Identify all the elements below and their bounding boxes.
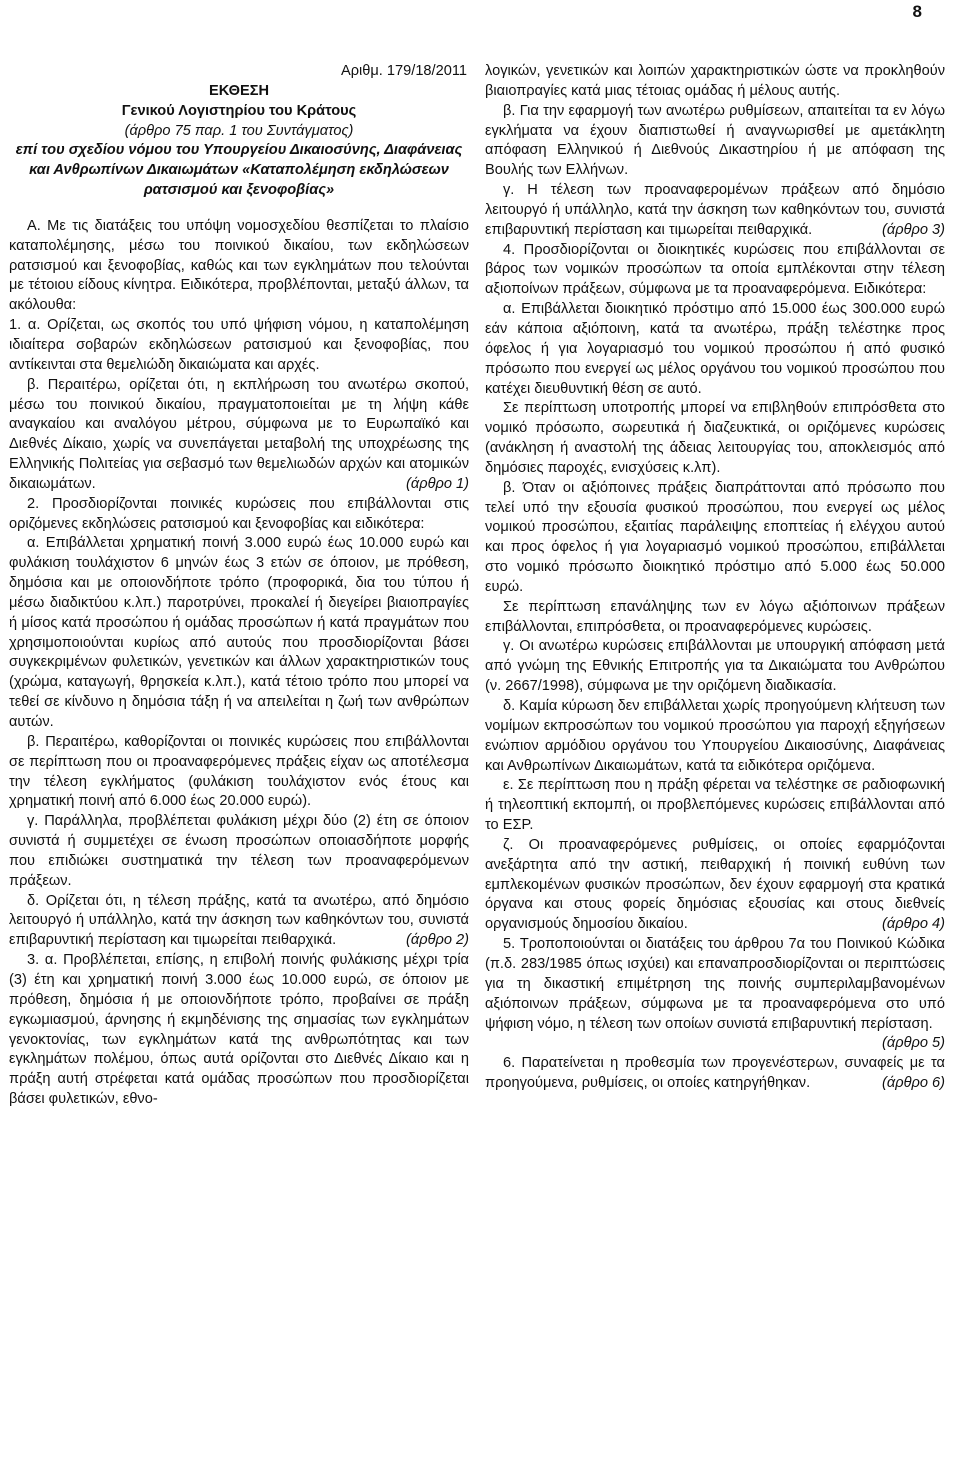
paragraph-3a-continued: λογικών, γενετικών και λοιπών χαρακτηριστικών ώστε να προκληθούν βιαιοπραγίες κατά μιας τέτοιας ομάδας ή μέλους αυτής. bbox=[485, 63, 945, 99]
paragraph-2a: α. Επιβάλλεται χρηματική ποινή 3.000 ευρώ έως 10.000 ευρώ και φυλάκιση τουλάχιστον 6 μηνών έως 3 ετών σε όποιον, με πρόθεση, δημόσια και με οποιονδήποτε τρόπο (προφορικά, δια του τύπου ή μέσω διαδικτύου κ.λπ.) παροτρύνει, προκαλεί ή διεγείρει βιαιοπραγίες ή μίσος κατά προσώπου ή ομάδας προσώπων ή κατά πραγμάτων που χρησιμοποιούνται κυρίως από αυτούς που προσδιορίζονται βάσει συγκεκριμένων φυλετικών, γενετικών και άλλων χαρακτηριστικών τους (χρώμα, καταγωγή, θρησκεία κ.λπ.), κατά τέτοιο τρόπο που μπορεί να τεθεί σε κίνδυνο η δημόσια τάξη ή να απειλείται η ζωή των ανθρώπων αυτών. bbox=[9, 535, 469, 730]
paragraph-4c: γ. Οι ανωτέρω κυρώσεις επιβάλλονται με υπουργική απόφαση μετά από γνώμη της Εθνικής Επιτροπής για τα Δικαιώματα του Ανθρώπου (ν. 2667/1998), σύμφωνα με την οριζόμενη διαδικασία. bbox=[485, 638, 945, 695]
report-title: ΕΚΘΕΣΗ bbox=[209, 82, 269, 99]
paragraph-intro: Α. Με τις διατάξεις του υπόψη νομοσχεδίου θεσπίζεται το πλαίσιο καταπολέμησης, μέσω του ποινικού δικαίου, των εκδηλώσεων ρατσισμού και ξενοφοβίας, καθώς και των εγκλημάτων που τελούνται με τέτοιου είδους κίνητρα. Ειδικότερα, προβλέπονται, μεταξύ άλλων, τα ακόλουθα: bbox=[9, 217, 469, 314]
paragraph-3c bbox=[485, 181, 945, 241]
page-number: 8 bbox=[912, 2, 922, 21]
paragraph-4a: α. Επιβάλλεται διοικητικό πρόστιμο από 15.000 έως 300.000 ευρώ εάν κάποια αξιόποινη, κατά τα ανωτέρω, πράξη τελέστηκε προς όφελος ή για λογαριασμό του νομικού προσώπου ή από φυσικό πρόσωπο που ενεργεί ως μέλος οργάνου του νομικού προσώπου που κατέχει διευθυντική θέση σε αυτό. bbox=[485, 301, 945, 397]
paragraph-3c-text: γ. Η τέλεση των προαναφερομένων πράξεων από δημόσιο λειτουργό ή υπάλληλο, κατά την άσκηση των καθηκόντων του, συνιστά επιβαρυντική περίσταση και τιμωρείται πειθαρχικά. bbox=[485, 182, 945, 238]
paragraph-2: 2. Προσδιορίζονται ποινικές κυρώσεις που επιβάλλονται στις οριζόμενες εκδηλώσεις ρατσισμού και ξενοφοβίας και ειδικότερα: bbox=[9, 495, 469, 532]
paragraph-2c: γ. Παράλληλα, προβλέπεται φυλάκιση μέχρι δύο (2) έτη σε όποιον συνιστά ή συμμετέχει σε ένωση προσώπων οποιασδήποτε μορφής που επιδιώκει συστηματικά την τέλεση των προαναφερόμενων πράξεων. bbox=[9, 813, 469, 889]
paragraph-4z bbox=[485, 836, 945, 935]
paragraph-6-text: 6. Παρατείνεται η προθεσμία των προγενέστερων, συναφείς με τα προηγούμενα, ρυθμίσεις, οι οποίες κατηργήθηκαν. bbox=[485, 1055, 945, 1092]
article-citation-5: (άρθρο 5) bbox=[882, 1035, 945, 1052]
right-column bbox=[485, 62, 945, 1094]
paragraph-2d-text: δ. Ορίζεται ότι, η τέλεση πράξης, κατά τα ανωτέρω, από δημόσιο λειτουργό ή υπάλληλο, κατά την άσκηση των καθηκόντων του, συνιστά επιβαρυντική περίσταση και τιμωρείται πειθαρχικά. bbox=[9, 892, 469, 949]
paragraph-4b-repetition: Σε περίπτωση επανάληψης των εν λόγω αξιόποινων πράξεων επιβάλλονται, επιπρόσθετα, οι προαναφερόμενες κυρώσεις. bbox=[485, 598, 945, 635]
paragraph-5-text: 5. Τροποποιούνται οι διατάξεις του άρθρου 7α του Ποινικού Κώδικα (π.δ. 283/1985 όπως ισχύει) και επαναπροσδιορίζονται οι περιπτώσεις για τη δικαστική επιμέτρηση της ποινής συμπεριλαμβανομένων αξιόποινων πράξεων, σύμφωνα με τα προαναφερόμενα στο υπό ψήφιση νόμο, η τέλεση των οποίων συνιστά επιβαρυντική περίσταση. bbox=[485, 936, 945, 1032]
paragraph-2d bbox=[9, 892, 469, 952]
paragraph-5 bbox=[485, 935, 945, 1054]
paragraph-3a: 3. α. Προβλέπεται, επίσης, η επιβολή ποινής φυλάκισης μέχρι τρία (3) έτη και χρηματική ποινή 3.000 έως 10.000 ευρώ, σε όποιον με πρόθεση, δημόσια ή με οποιονδήποτε τρόπο, προβαίνει σε πράξη εγκωμιασμού, άρνησης ή εκμηδένισης της σημασίας των εγκλημάτων γενοκτονίας, των εγκλημάτων κατά της ανθρωπότητας και των εγκλημάτων πολέμου, όπως αυτά ορίζονται στο Διεθνές Δίκαιο και η πράξη αυτή στρέφεται κατά ομάδας προσώπων που προσδιορίζεται βάσει φυλετικών, εθνο- bbox=[9, 952, 469, 1108]
article-citation-2: (άρθρο 2) bbox=[406, 932, 469, 949]
paragraph-6 bbox=[485, 1054, 945, 1094]
paragraph-1b bbox=[9, 376, 469, 495]
bill-title: επί του σχεδίου νόμου του Υπουργείου Δικαιοσύνης, Διαφάνειας και Ανθρωπίνων Δικαιωμάτων «Καταπολέμηση εκδηλώσεων ρατσισμού και ξενοφοβίας» bbox=[15, 142, 463, 199]
paragraph-2b: β. Περαιτέρω, καθορίζονται οι ποινικές κυρώσεις που επιβάλλονται σε περίπτωση που οι προαναφερόμενες πράξεις είχαν ως αποτέλεσμα την τέλεση εγκλήματος (φυλάκιση τουλάχιστον ενός έτους και χρηματική ποινή από 6.000 έως 20.000 ευρώ). bbox=[9, 733, 469, 810]
report-heading bbox=[9, 82, 469, 201]
paragraph-4e: ε. Σε περίπτωση που η πράξη φέρεται να τελέστηκε σε ραδιοφωνική ή τηλεοπτική εκπομπή, οι προβλεπόμενες κυρώσεις επιβάλλονται από το ΕΣΡ. bbox=[485, 777, 945, 834]
article-citation-6: (άρθρο 6) bbox=[882, 1075, 945, 1092]
constitution-article-reference: (άρθρο 75 παρ. 1 του Συντάγματος) bbox=[124, 122, 354, 139]
paragraph-1b-text: β. Περαιτέρω, ορίζεται ότι, η εκπλήρωση του ανωτέρω σκοπού, μέσω του ποινικού δικαίου, πραγματοποιείται με τη λήψη κάθε αναγκαίου και αναλόγου μέτρου, σύμφωνα με το Ευρωπαϊκό και Διεθνές Δίκαιο, χωρίς να συνεπάγεται μεταβολή της υποχρέωσης της Ελληνικής Πολιτείας για σεβασμό των θεμελιωδών αρχών και ατομικών δικαιωμάτων. bbox=[9, 376, 469, 492]
paragraph-4d: δ. Καμία κύρωση δεν επιβάλλεται χωρίς προηγούμενη κλήτευση των νομίμων εκπροσώπων του νομικού προσώπου για παροχή εξηγήσεων ενώπιον αρμόδιου οργάνου του Υπουργείου Δικαιοσύνης, Διαφάνειας και Ανθρωπίνων Δικαιωμάτων, κατά τα ειδικότερα οριζόμενα. bbox=[485, 698, 945, 774]
report-subtitle: Γενικού Λογιστηρίου του Κράτους bbox=[121, 102, 357, 119]
paragraph-3b: β. Για την εφαρμογή των ανωτέρω ρυθμίσεων, απαιτείται τα εν λόγω εγκλήματα να έχουν διαπιστωθεί ή αναγνωρισθεί με αμετάκλητη απόφαση Ελληνικού ή Διεθνούς Δικαστηρίου ή με απόφαση της Βουλής των Ελλήνων. bbox=[485, 102, 945, 179]
article-citation-1: (άρθρο 1) bbox=[406, 475, 469, 492]
article-citation-4: (άρθρο 4) bbox=[882, 916, 945, 933]
document-reference-number: Αριθμ. 179/18/2011 bbox=[341, 63, 467, 79]
paragraph-4z-text: ζ. Οι προαναφερόμενες ρυθμίσεις, οι οποίες εφαρμόζονται ανεξάρτητα από την αστική, πειθαρχική ή ποινική ευθύνη των εμπλεκομένων φυσικών προσώπων, δεν έχουν εφαρμογή στα κρατικά όργανα και στους φορείς δημόσιας εξουσίας και στους διεθνείς οργανισμούς δημοσίου δικαίου. bbox=[485, 836, 945, 933]
paragraph-1a: 1. α. Ορίζεται, ως σκοπός του υπό ψήφιση νόμου, η καταπολέμηση ιδιαίτερα σοβαρών εκδηλώσεων ρατσισμού και ξενοφοβίας, που αντίκεινται στα θεμελιώδη δικαιώματα και αρχές. bbox=[9, 317, 469, 373]
article-citation-3: (άρθρο 3) bbox=[882, 221, 945, 238]
paragraph-4b: β. Όταν οι αξιόποινες πράξεις διαπράττονται από πρόσωπο που τελεί υπό την εξουσία φυσικού προσώπου, που ενεργεί ως μέλος νομικού προσώπου, εξαιτίας παράλειψης εποπτείας ή ελέγχου αυτού και προς όφελος ή για λογαριασμό νομικού προσώπου, επιβάλλεται στο νομικό πρόσωπο διοικητικό πρόστιμο από 5.000 έως 50.000 ευρώ. bbox=[485, 479, 945, 595]
left-column bbox=[9, 62, 469, 1110]
paragraph-4a-recurrence: Σε περίπτωση υποτροπής μπορεί να επιβληθούν επιπρόσθετα στο νομικό πρόσωπο, σωρευτικά ή διαζευκτικά, οι οριζόμενες κυρώσεις (ανάκληση ή αναστολή της άδειας λειτουργίας του, αποκλεισμός από δημόσιες παροχές, ενισχύσεις κ.λπ). bbox=[485, 400, 945, 476]
paragraph-4: 4. Προσδιορίζονται οι διοικητικές κυρώσεις που επιβάλλονται σε βάρος των νομικών προσώπων τα οποία εμπλέκονται στην τέλεση αξιοποίνων πράξεων, σύμφωνα με τα προαναφερόμενα. Ειδικότερα: bbox=[485, 241, 945, 298]
